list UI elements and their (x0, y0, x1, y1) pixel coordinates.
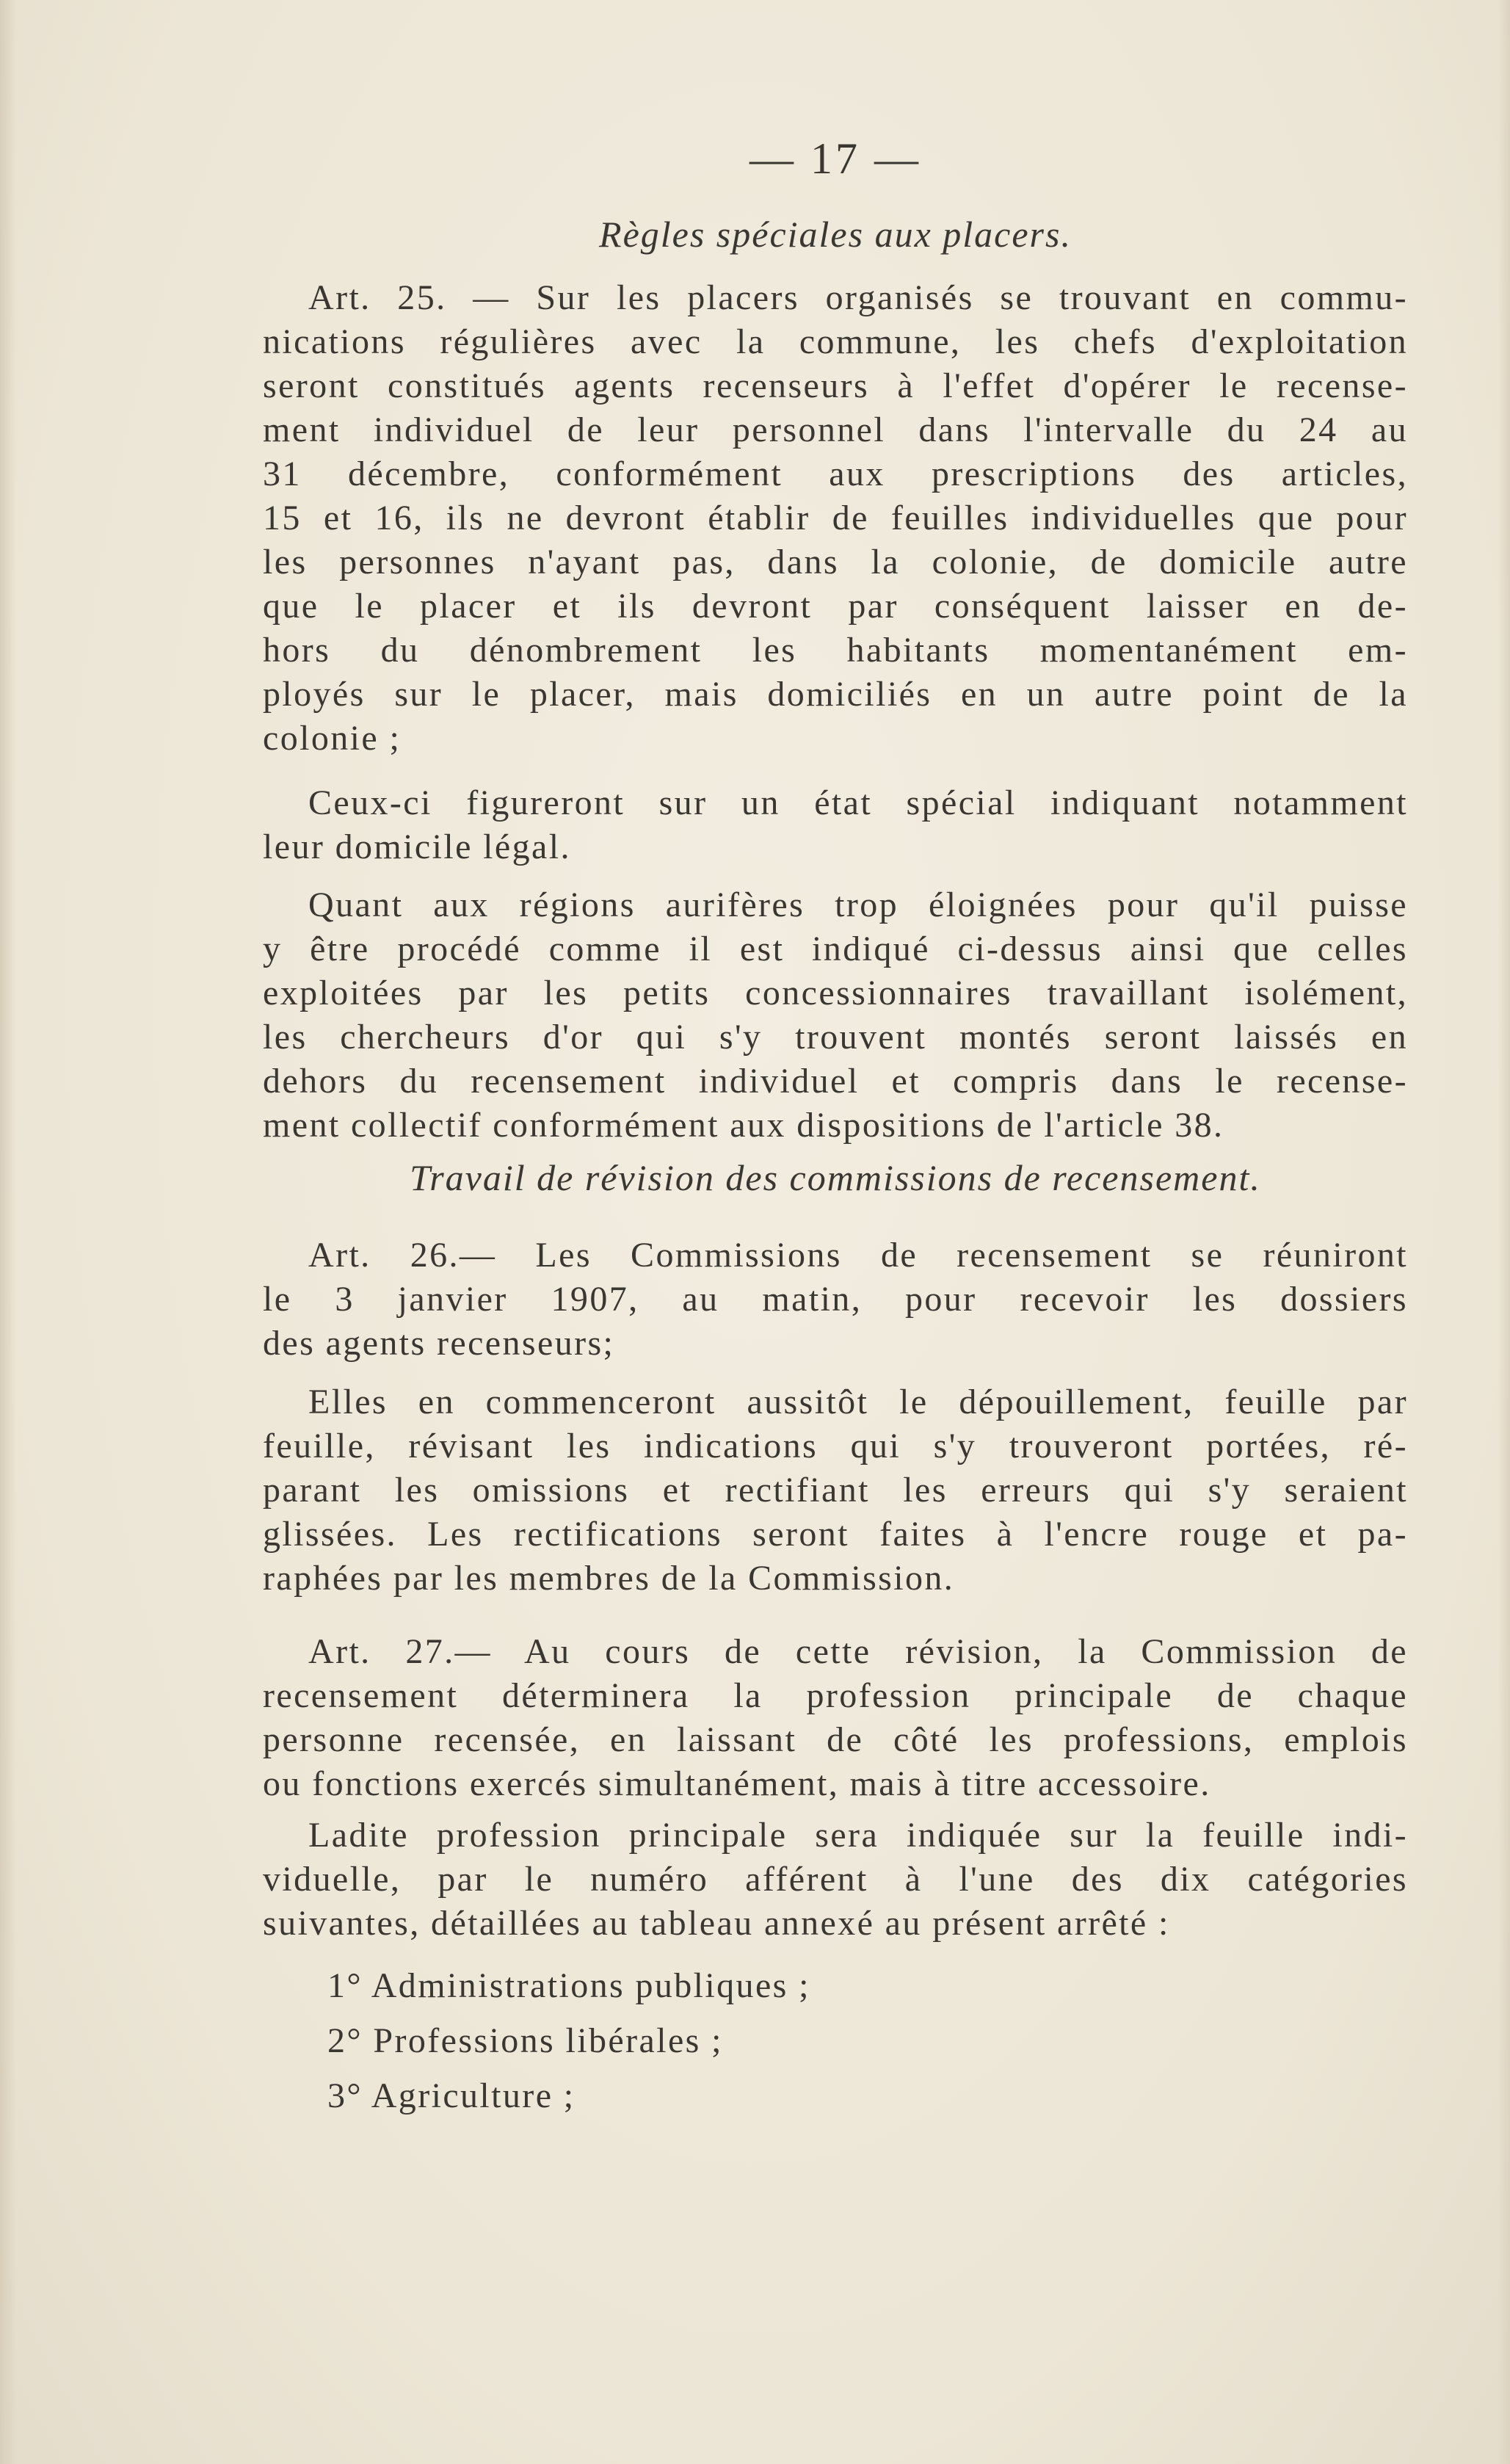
text-line: leur domicile légal. (263, 827, 571, 866)
text-line: le 3 janvier 1907, au matin, pour recevoir les dossiers (263, 1280, 1408, 1319)
list-item: 3° Agriculture ; (327, 2076, 576, 2115)
text-line: ment collectif conformément aux dispositions de l'article 38. (263, 1106, 1224, 1145)
text-line: Art. 26.— Les Commissions de recensement se réuniront (308, 1236, 1408, 1275)
page-number: — 17 — (749, 134, 921, 183)
text-line: hors du dénombrement les habitants momentanément em- (263, 631, 1408, 670)
text-line: ment individuel de leur personnel dans l'intervalle du 24 au (263, 410, 1408, 449)
text-line: personne recensée, en laissant de côté les professions, emplois (263, 1720, 1408, 1759)
text-line: ployés sur le placer, mais domiciliés en un autre point de la (263, 675, 1408, 714)
text-line: 15 et 16, ils ne devront établir de feuilles individuelles que pour (263, 499, 1408, 537)
page-right-edge (1498, 0, 1510, 2464)
text-line: recensement déterminera la profession principale de chaque (263, 1676, 1408, 1715)
text-line: Elles en commenceront aussitôt le dépouillement, feuille par (308, 1383, 1408, 1421)
text-line: 31 décembre, conformément aux prescriptions des articles, (263, 454, 1408, 493)
text-line: raphées par les membres de la Commission. (263, 1559, 955, 1598)
section-heading-revision: Travail de révision des commissions de recensement. (410, 1157, 1261, 1198)
section-heading-placers: Règles spéciales aux placers. (599, 214, 1072, 255)
list-item: 1° Administrations publiques ; (327, 1966, 810, 2005)
text-line: les personnes n'ayant pas, dans la colonie, de domicile autre (263, 543, 1408, 581)
text-line: Ceux-ci figureront sur un état spécial indiquant notamment (308, 783, 1408, 822)
text-line: dehors du recensement individuel et compris dans le recense- (263, 1062, 1408, 1101)
text-line: nications régulières avec la commune, les chefs d'exploitation (263, 322, 1408, 361)
list-item: 2° Professions libérales ; (327, 2021, 723, 2060)
text-line: viduelle, par le numéro afférent à l'une des dix catégories (263, 1860, 1408, 1899)
text-line: Ladite profession principale sera indiquée sur la feuille indi- (308, 1816, 1408, 1855)
text-line: exploitées par les petits concessionnaires travaillant isolément, (263, 974, 1408, 1012)
text-line: feuille, révisant les indications qui s'y trouveront portées, ré- (263, 1427, 1408, 1465)
text-line: colonie ; (263, 719, 402, 758)
text-line: y être procédé comme il est indiqué ci-dessus ainsi que celles (263, 930, 1408, 968)
text-line: seront constitués agents recenseurs à l'effet d'opérer le recense- (263, 366, 1408, 405)
text-line: ou fonctions exercés simultanément, mais à titre accessoire. (263, 1764, 1211, 1803)
text-line: que le placer et ils devront par conséquent laisser en de- (263, 587, 1408, 626)
text-line: les chercheurs d'or qui s'y trouvent montés seront laissés en (263, 1018, 1408, 1057)
text-line: Art. 25. — Sur les placers organisés se trouvant en commu- (308, 278, 1408, 317)
page-left-edge (0, 0, 16, 2464)
text-line: des agents recenseurs; (263, 1324, 615, 1363)
text-line: Quant aux régions aurifères trop éloignées pour qu'il puisse (308, 885, 1408, 924)
text-line: Art. 27.— Au cours de cette révision, la Commission de (308, 1632, 1408, 1671)
text-line: glissées. Les rectifications seront faites à l'encre rouge et pa- (263, 1515, 1408, 1554)
text-line: suivantes, détaillées au tableau annexé au présent arrêté : (263, 1904, 1170, 1943)
text-line: parant les omissions et rectifiant les erreurs qui s'y seraient (263, 1471, 1408, 1510)
